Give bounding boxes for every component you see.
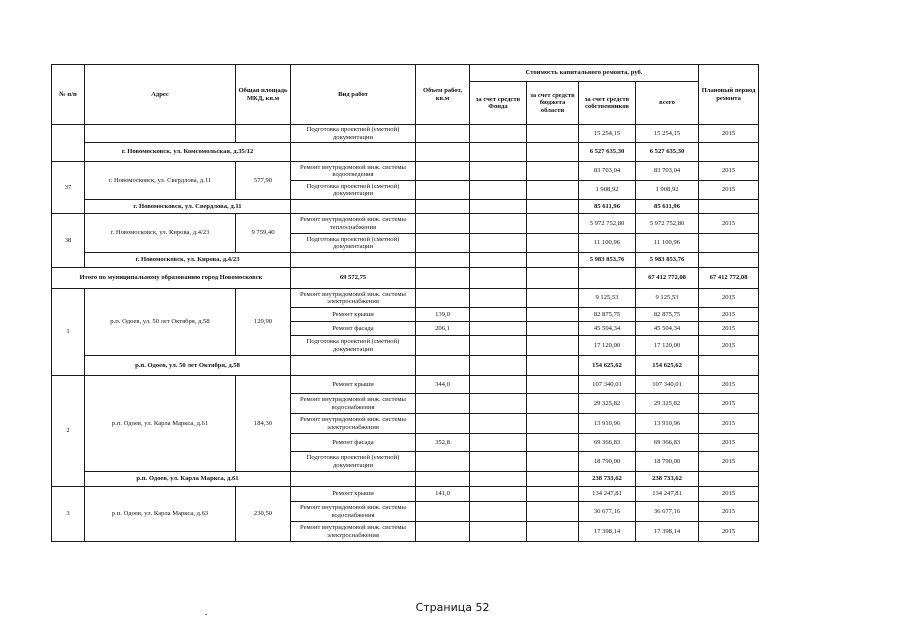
cell-total: 29 325,82	[636, 394, 699, 414]
cell-fund	[470, 289, 527, 308]
cell-work: Ремонт внутридомовой инж. системы водоотведения	[291, 162, 416, 181]
cell-total: 11 100,96	[636, 234, 699, 253]
header-cost-group: Стоимость капитального ремонта, руб.	[470, 65, 699, 82]
cell-owners: 6 527 635,30	[579, 143, 636, 162]
grand-total-area: 69 572,75	[291, 268, 416, 289]
cell-area: 230,50	[236, 487, 291, 542]
cell-total: 18 790,00	[636, 452, 699, 472]
cell-owners: 238 733,62	[579, 472, 636, 487]
header-num: № п/п	[52, 65, 85, 125]
cell-budget	[527, 487, 579, 502]
cell-owners: 17 398,14	[579, 522, 636, 542]
cell-work: Ремонт крыши	[291, 308, 416, 322]
cell-budget	[527, 452, 579, 472]
cell-owners: 13 910,96	[579, 414, 636, 434]
cell-fund	[470, 253, 527, 268]
cell-fund	[470, 308, 527, 322]
cell-period	[699, 356, 759, 376]
cell-budget	[527, 394, 579, 414]
cell-period	[699, 143, 759, 162]
cell-total: 5 972 752,80	[636, 214, 699, 234]
subtotal-row	[52, 253, 759, 268]
cell-volume	[416, 414, 470, 434]
capital-repair-table	[51, 64, 759, 542]
table-row	[52, 487, 759, 502]
grand-total-row	[52, 268, 759, 289]
cell-budget	[527, 181, 579, 200]
cell-period: 2015	[699, 308, 759, 322]
header-address: Адрес	[85, 65, 236, 125]
cell-address: г. Новомосковск, ул. Кирова, д.4/23	[85, 214, 236, 253]
cell-address: р.п. Одоев, ул. Карла Маркса, д.63	[85, 487, 236, 542]
cell-owners: 5 983 853,76	[579, 253, 636, 268]
cell-address	[85, 125, 236, 143]
cell-area: 9 759,40	[236, 214, 291, 253]
cell-work: Подготовка проектной (сметной) документации	[291, 125, 416, 143]
cell-period: 2015	[699, 162, 759, 181]
cell-address: р.п. Одоев, ул. Карла Маркса, д.61	[85, 376, 236, 472]
cell-budget	[527, 200, 579, 214]
cell-volume: 344,0	[416, 376, 470, 394]
cell-period	[699, 234, 759, 253]
cell-fund	[470, 181, 527, 200]
cell-volume	[416, 143, 470, 162]
cell-fund	[470, 336, 527, 356]
cell-period: 2015	[699, 322, 759, 336]
cell-total: 82 875,75	[636, 308, 699, 322]
cell-work: Ремонт внутридомовой инж. системы электроснабжения	[291, 414, 416, 434]
cell-owners: 154 625,62	[579, 356, 636, 376]
table-row	[52, 125, 759, 143]
cell-work: Ремонт внутридомовой инж. системы теплоснабжения	[291, 214, 416, 234]
cell-volume	[416, 214, 470, 234]
cell-work	[291, 143, 416, 162]
page-number: Страница 52	[415, 601, 490, 614]
cell-total: 6 527 635,30	[636, 143, 699, 162]
cell-owners: 134 247,81	[579, 487, 636, 502]
table-row	[52, 289, 759, 308]
subtotal-row	[52, 472, 759, 487]
cell-work: Подготовка проектной (сметной) документации	[291, 181, 416, 200]
cell-budget	[527, 322, 579, 336]
cell-total: 83 703,04	[636, 162, 699, 181]
cell-volume	[416, 234, 470, 253]
cell-period: 2015	[699, 376, 759, 394]
table-row	[52, 376, 759, 394]
cell-work: Ремонт крыши	[291, 487, 416, 502]
cell-fund	[527, 268, 579, 289]
cell-period: 2015	[699, 289, 759, 308]
header-owners: за счет средств собственников	[579, 82, 636, 125]
cell-work	[291, 253, 416, 268]
header-volume: Объем работ, кв.м	[416, 65, 470, 125]
cell-owners: 18 790,00	[579, 452, 636, 472]
cell-work	[291, 472, 416, 487]
cell-budget	[527, 253, 579, 268]
cell-area: 184,30	[236, 376, 291, 472]
cell-fund	[470, 125, 527, 143]
cell-total: 1 908,92	[636, 181, 699, 200]
cell-fund	[470, 414, 527, 434]
cell-work: Ремонт фасада	[291, 322, 416, 336]
cell-address: р.п. Одоев, ул. 50 лет Октября, д.58	[85, 289, 236, 356]
cell-period: 2015	[699, 414, 759, 434]
cell-owners: 5 972 752,80	[579, 214, 636, 234]
cell-volume	[416, 356, 470, 376]
cell-total: 36 677,16	[636, 502, 699, 522]
cell-total: 67 412 772,08	[699, 268, 759, 289]
cell-budget	[527, 214, 579, 234]
cell-volume	[416, 472, 470, 487]
cell-budget	[527, 125, 579, 143]
cell-period: 2015	[699, 452, 759, 472]
cell-work: Ремонт внутридомовой инж. системы водоснабжения	[291, 394, 416, 414]
cell-owners: 1 908,92	[579, 181, 636, 200]
subtotal-row	[52, 356, 759, 376]
cell-period	[699, 253, 759, 268]
cell-num: 37	[52, 162, 85, 214]
subtotal-label: р.п. Одоев, ул. 50 лет Октября, д.58	[85, 356, 291, 376]
cell-work	[416, 268, 470, 289]
cell-volume: 206,1	[416, 322, 470, 336]
subtotal-row	[52, 200, 759, 214]
cell-work: Ремонт внутридомовой инж. системы электроснабжения	[291, 289, 416, 308]
cell-num: 3	[52, 487, 85, 542]
cell-owners: 45 504,34	[579, 322, 636, 336]
cell-total: 15 254,15	[636, 125, 699, 143]
table-row	[52, 214, 759, 234]
cell-period: 2015	[699, 336, 759, 356]
header-budget: за счет средств бюджета области	[527, 82, 579, 125]
cell-owners: 83 703,04	[579, 162, 636, 181]
cell-volume	[416, 289, 470, 308]
cell-work	[291, 356, 416, 376]
header-fund: за счет средств Фонда	[470, 82, 527, 125]
cell-total: 69 366,83	[636, 434, 699, 452]
cell-fund	[470, 376, 527, 394]
cell-volume	[416, 181, 470, 200]
cell-volume	[416, 200, 470, 214]
cell-work: Ремонт внутридомовой инж. системы водоснабжения	[291, 502, 416, 522]
cell-total: 13 910,96	[636, 414, 699, 434]
cell-fund	[470, 200, 527, 214]
cell-volume	[416, 125, 470, 143]
cell-area: 577,90	[236, 162, 291, 200]
cell-budget	[527, 143, 579, 162]
subtotal-label: г. Новомосковск, ул. Кирова, д.4/23	[85, 253, 291, 268]
header-work: Вид работ	[291, 65, 416, 125]
cell-total: 238 733,62	[636, 472, 699, 487]
header-period: Плановый период ремонта	[699, 65, 759, 125]
cell-period: 2015	[699, 181, 759, 200]
cell-total: 17 398,14	[636, 522, 699, 542]
cell-owners: 11 100,96	[579, 234, 636, 253]
cell-period: 2015	[699, 214, 759, 234]
cell-num: 1	[52, 289, 85, 376]
cell-volume: 141,0	[416, 487, 470, 502]
cell-owners: 82 875,75	[579, 308, 636, 322]
cell-fund	[470, 472, 527, 487]
cell-area: 120,90	[236, 289, 291, 356]
subtotal-label: р.п. Одоев, ул. Карла Маркса, д.61	[85, 472, 291, 487]
cell-fund	[470, 322, 527, 336]
subtotal-label: г. Новомосковск, ул. Комсомольская, д.35/12	[85, 143, 291, 162]
cell-budget	[527, 472, 579, 487]
cell-period: 2015	[699, 394, 759, 414]
cell-work: Подготовка проектной (сметной) документации	[291, 452, 416, 472]
cell-volume	[416, 253, 470, 268]
cell-budget	[527, 434, 579, 452]
cell-fund	[470, 356, 527, 376]
header-area: Общая площадь МКД, кв.м	[236, 65, 291, 125]
cell-period: 2015	[699, 434, 759, 452]
cell-budget	[579, 268, 636, 289]
cell-fund	[470, 234, 527, 253]
cell-volume: 139,0	[416, 308, 470, 322]
cell-work: Подготовка проектной (сметной) документации	[291, 336, 416, 356]
cell-work: Подготовка проектной (сметной) документации	[291, 234, 416, 253]
cell-area	[236, 125, 291, 143]
cell-owners: 67 412 772,08	[636, 268, 699, 289]
cell-owners: 36 677,16	[579, 502, 636, 522]
cell-volume	[416, 502, 470, 522]
cell-budget	[527, 234, 579, 253]
cell-fund	[470, 502, 527, 522]
subtotal-row	[52, 143, 759, 162]
cell-total: 9 125,53	[636, 289, 699, 308]
cell-total: 17 120,00	[636, 336, 699, 356]
cell-period	[699, 200, 759, 214]
cell-volume	[470, 268, 527, 289]
subtotal-label: г. Новомосковск, ул. Свердлова, д.11	[85, 200, 291, 214]
cell-period	[699, 472, 759, 487]
cell-owners: 29 325,82	[579, 394, 636, 414]
cell-volume	[416, 162, 470, 181]
cell-total: 134 247,81	[636, 487, 699, 502]
cell-address: г. Новомосковск, ул. Свердлова, д.11	[85, 162, 236, 200]
cell-num: 2	[52, 376, 85, 487]
cell-budget	[527, 414, 579, 434]
cell-budget	[527, 289, 579, 308]
cell-work: Ремонт внутридомовой инж. системы электроснабжения	[291, 522, 416, 542]
cell-owners: 69 366,83	[579, 434, 636, 452]
cell-period: 2015	[699, 487, 759, 502]
cell-fund	[470, 434, 527, 452]
cell-total: 45 504,34	[636, 322, 699, 336]
table-row	[52, 162, 759, 181]
cell-total: 154 625,62	[636, 356, 699, 376]
cell-budget	[527, 522, 579, 542]
cell-owners: 107 340,01	[579, 376, 636, 394]
cell-budget	[527, 356, 579, 376]
header-total: всего	[636, 82, 699, 125]
cell-owners: 17 120,00	[579, 336, 636, 356]
cell-volume	[416, 336, 470, 356]
cell-budget	[527, 308, 579, 322]
cell-work: Ремонт крыши	[291, 376, 416, 394]
cell-num: 38	[52, 214, 85, 268]
cell-budget	[527, 502, 579, 522]
cell-fund	[470, 214, 527, 234]
cell-fund	[470, 522, 527, 542]
cell-total: 107 340,01	[636, 376, 699, 394]
cell-budget	[527, 336, 579, 356]
cell-work	[291, 200, 416, 214]
cell-fund	[470, 162, 527, 181]
cell-volume	[416, 394, 470, 414]
cell-volume	[416, 522, 470, 542]
cell-fund	[470, 487, 527, 502]
cell-owners: 9 125,53	[579, 289, 636, 308]
cell-period: 2015	[699, 125, 759, 143]
cell-budget	[527, 162, 579, 181]
cell-fund	[470, 452, 527, 472]
cell-owners: 15 254,15	[579, 125, 636, 143]
cell-total: 85 611,96	[636, 200, 699, 214]
scan-speck	[205, 614, 207, 615]
cell-fund	[470, 143, 527, 162]
cell-fund	[470, 394, 527, 414]
grand-total-label: Итого по муниципальному образованию город Новомосковск	[52, 268, 291, 289]
cell-budget	[527, 376, 579, 394]
cell-work: Ремонт фасада	[291, 434, 416, 452]
cell-num	[52, 125, 85, 162]
cell-period: 2015	[699, 502, 759, 522]
cell-total: 5 983 853,76	[636, 253, 699, 268]
cell-volume	[416, 452, 470, 472]
cell-period: 2015	[699, 522, 759, 542]
cell-owners: 85 611,96	[579, 200, 636, 214]
cell-volume: 352,8	[416, 434, 470, 452]
